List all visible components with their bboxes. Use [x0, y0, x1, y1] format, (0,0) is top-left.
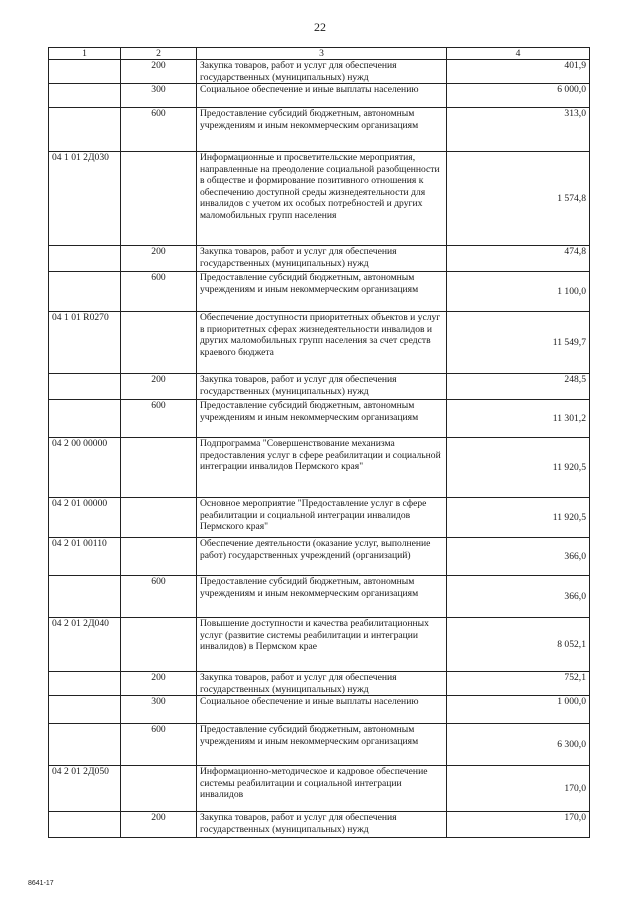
target-code-cell: 04 1 01 2Д030 [49, 152, 121, 246]
description-cell: Социальное обеспечение и иные выплаты населению [197, 696, 447, 724]
target-code-cell [49, 272, 121, 312]
expense-type-cell: 200 [121, 374, 197, 400]
expense-type-cell [121, 538, 197, 576]
table-row [49, 724, 590, 766]
table-row [49, 812, 590, 838]
amount-cell: 474,8 [447, 246, 590, 272]
table-row [49, 498, 590, 538]
expense-type-cell [121, 312, 197, 374]
description-cell: Предоставление субсидий бюджетным, автономным учреждениям и иным некоммерческим организациям [197, 576, 447, 618]
expense-type-cell [121, 498, 197, 538]
amount-cell: 752,1 [447, 672, 590, 696]
description-cell: Предоставление субсидий бюджетным, автономным учреждениям и иным некоммерческим организациям [197, 108, 447, 152]
expense-type-cell [121, 152, 197, 246]
header-col-2: 2 [121, 48, 197, 60]
amount-cell: 313,0 [447, 108, 590, 152]
target-code-cell [49, 696, 121, 724]
expense-type-cell: 600 [121, 108, 197, 152]
header-col-1: 1 [49, 48, 121, 60]
target-code-cell: 04 1 01 R0270 [49, 312, 121, 374]
header-col-3: 3 [197, 48, 447, 60]
amount-cell: 1 574,8 [447, 152, 590, 246]
target-code-cell [49, 84, 121, 108]
target-code-cell [49, 246, 121, 272]
description-cell: Информационные и просветительские мероприятия, направленные на преодоление социальной разобщенности в обществе и формирование позитивного отношения к обеспечению доступной среды жизнедеятельности для инвалидов с учетом их особых потребностей и других маломобильных групп населения [197, 152, 447, 246]
page-number: 22 [314, 20, 326, 34]
amount-cell: 248,5 [447, 374, 590, 400]
table-row [49, 312, 590, 374]
amount-cell: 11 920,5 [447, 438, 590, 498]
target-code-cell: 04 2 01 00000 [49, 498, 121, 538]
description-cell: Обеспечение доступности приоритетных объектов и услуг в приоритетных сферах жизнедеятельности инвалидов и других маломобильных групп населения за счет средств краевого бюджета [197, 312, 447, 374]
table-row [49, 152, 590, 246]
description-cell: Предоставление субсидий бюджетным, автономным учреждениям и иным некоммерческим организациям [197, 724, 447, 766]
amount-cell: 170,0 [447, 812, 590, 838]
expense-type-cell: 300 [121, 696, 197, 724]
target-code-cell: 04 2 01 00110 [49, 538, 121, 576]
expense-type-cell: 300 [121, 84, 197, 108]
amount-cell: 366,0 [447, 538, 590, 576]
amount-cell: 11 920,5 [447, 498, 590, 538]
amount-cell: 401,9 [447, 60, 590, 84]
budget-table [48, 47, 590, 838]
amount-cell: 6 000,0 [447, 84, 590, 108]
description-cell: Основное мероприятие "Предоставление услуг в сфере реабилитации и социальной интеграции инвалидов Пермского края" [197, 498, 447, 538]
description-cell: Закупка товаров, работ и услуг для обеспечения государственных (муниципальных) нужд [197, 812, 447, 838]
description-cell: Повышение доступности и качества реабилитационных услуг (развитие системы реабилитации и интеграции инвалидов) в Пермском крае [197, 618, 447, 672]
table-row [49, 272, 590, 312]
amount-cell: 11 549,7 [447, 312, 590, 374]
description-cell: Предоставление субсидий бюджетным, автономным учреждениям и иным некоммерческим организациям [197, 400, 447, 438]
expense-type-cell [121, 618, 197, 672]
table-row [49, 60, 590, 84]
header-col-4: 4 [447, 48, 590, 60]
expense-type-cell: 200 [121, 60, 197, 84]
expense-type-cell: 600 [121, 400, 197, 438]
target-code-cell [49, 374, 121, 400]
target-code-cell [49, 60, 121, 84]
description-cell: Обеспечение деятельности (оказание услуг, выполнение работ) государственных учреждений (организаций) [197, 538, 447, 576]
amount-cell: 8 052,1 [447, 618, 590, 672]
amount-cell: 366,0 [447, 576, 590, 618]
document-code: 8641-17 [28, 880, 54, 887]
table-row [49, 766, 590, 812]
amount-cell: 6 300,0 [447, 724, 590, 766]
table-row [49, 696, 590, 724]
description-cell: Предоставление субсидий бюджетным, автономным учреждениям и иным некоммерческим организациям [197, 272, 447, 312]
target-code-cell [49, 576, 121, 618]
table-row [49, 672, 590, 696]
table-row [49, 438, 590, 498]
description-cell: Закупка товаров, работ и услуг для обеспечения государственных (муниципальных) нужд [197, 374, 447, 400]
table-row [49, 618, 590, 672]
target-code-cell: 04 2 00 00000 [49, 438, 121, 498]
expense-type-cell: 600 [121, 272, 197, 312]
description-cell: Информационно-методическое и кадровое обеспечение системы реабилитации и социальной интеграции инвалидов [197, 766, 447, 812]
table-row [49, 84, 590, 108]
table-row [49, 246, 590, 272]
table-header-row [49, 48, 590, 60]
target-code-cell [49, 672, 121, 696]
description-cell: Закупка товаров, работ и услуг для обеспечения государственных (муниципальных) нужд [197, 672, 447, 696]
expense-type-cell [121, 438, 197, 498]
expense-type-cell: 200 [121, 246, 197, 272]
table-row [49, 400, 590, 438]
amount-cell: 11 301,2 [447, 400, 590, 438]
table-row [49, 538, 590, 576]
expense-type-cell: 200 [121, 672, 197, 696]
amount-cell: 1 100,0 [447, 272, 590, 312]
description-cell: Закупка товаров, работ и услуг для обеспечения государственных (муниципальных) нужд [197, 60, 447, 84]
expense-type-cell [121, 766, 197, 812]
target-code-cell: 04 2 01 2Д050 [49, 766, 121, 812]
amount-cell: 1 000,0 [447, 696, 590, 724]
description-cell: Социальное обеспечение и иные выплаты населению [197, 84, 447, 108]
expense-type-cell: 600 [121, 576, 197, 618]
description-cell: Подпрограмма "Совершенствование механизма предоставления услуг в сфере реабилитации и социальной интеграции инвалидов Пермского края" [197, 438, 447, 498]
description-cell: Закупка товаров, работ и услуг для обеспечения государственных (муниципальных) нужд [197, 246, 447, 272]
target-code-cell [49, 812, 121, 838]
target-code-cell: 04 2 01 2Д040 [49, 618, 121, 672]
expense-type-cell: 200 [121, 812, 197, 838]
expense-type-cell: 600 [121, 724, 197, 766]
table-row [49, 374, 590, 400]
table-row [49, 108, 590, 152]
target-code-cell [49, 724, 121, 766]
table-row [49, 576, 590, 618]
target-code-cell [49, 400, 121, 438]
amount-cell: 170,0 [447, 766, 590, 812]
target-code-cell [49, 108, 121, 152]
